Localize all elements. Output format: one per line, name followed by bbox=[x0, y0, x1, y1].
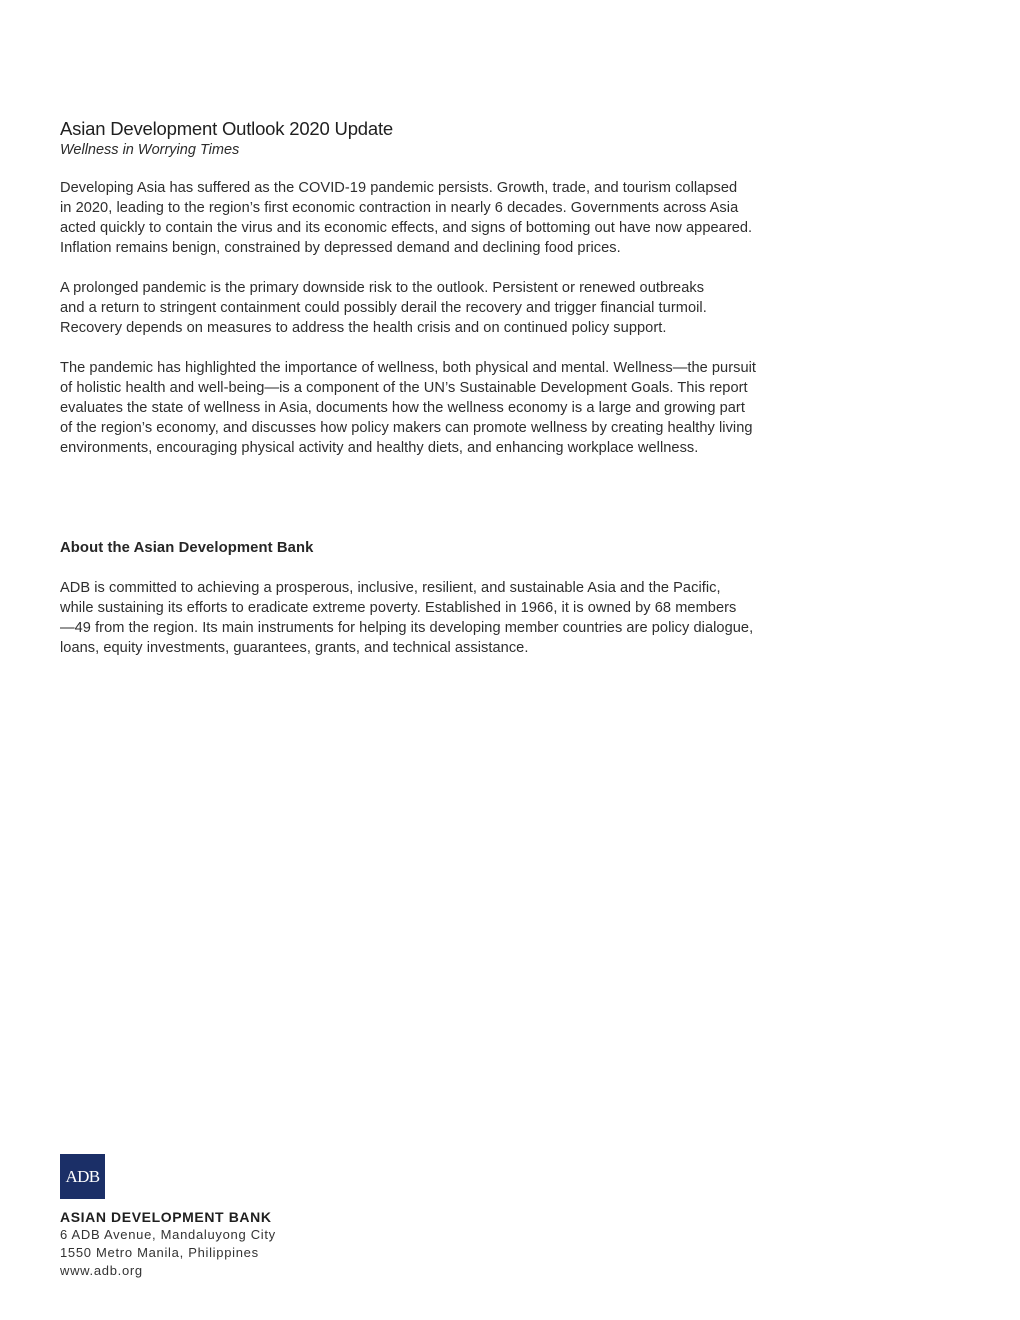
summary-paragraph-1 bbox=[60, 178, 820, 258]
document-title: Asian Development Outlook 2020 Update bbox=[60, 118, 394, 139]
text-line: in 2020, leading to the region’s first economic contraction in nearly 6 decades. Governments across Asia bbox=[60, 200, 739, 216]
address-line-1: 6 ADB Avenue, Mandaluyong City bbox=[60, 1227, 276, 1242]
text-line: environments, encouraging physical activity and healthy diets, and enhancing workplace wellness. bbox=[60, 440, 699, 456]
text-line: and a return to stringent containment could possibly derail the recovery and trigger financial turmoil. bbox=[60, 300, 707, 316]
about-paragraph bbox=[60, 578, 820, 658]
text-line: acted quickly to contain the virus and its economic effects, and signs of bottoming out have now appeared. bbox=[60, 220, 753, 236]
text-line: —49 from the region. Its main instruments for helping its developing member countries are policy dialogue, bbox=[60, 620, 754, 636]
text-line: A prolonged pandemic is the primary downside risk to the outlook. Persistent or renewed outbreaks bbox=[60, 280, 705, 296]
text-line: of the region’s economy, and discusses how policy makers can promote wellness by creating healthy living bbox=[60, 420, 753, 436]
summary-paragraph-3 bbox=[60, 358, 820, 458]
text-line: evaluates the state of wellness in Asia, documents how the wellness economy is a large and growing part bbox=[60, 400, 745, 416]
text-line: of holistic health and well-being—is a component of the UN’s Sustainable Development Goals. This report bbox=[60, 380, 748, 396]
text-line: loans, equity investments, guarantees, grants, and technical assistance. bbox=[60, 640, 529, 656]
text-line: Recovery depends on measures to address the health crisis and on continued policy support. bbox=[60, 320, 667, 336]
document-body bbox=[60, 117, 820, 678]
text-line: while sustaining its efforts to eradicate extreme poverty. Established in 1966, it is owned by 68 members bbox=[60, 600, 737, 616]
text-line: The pandemic has highlighted the importance of wellness, both physical and mental. Wellness—the pursuit bbox=[60, 360, 757, 376]
address-line-2: 1550 Metro Manila, Philippines bbox=[60, 1245, 259, 1260]
adb-logo: ADB bbox=[60, 1154, 105, 1199]
text-line: Developing Asia has suffered as the COVID-19 pandemic persists. Growth, trade, and tourism collapsed bbox=[60, 180, 738, 196]
about-heading: About the Asian Development Bank bbox=[60, 540, 314, 556]
section-spacer bbox=[60, 478, 820, 538]
organization-name: ASIAN DEVELOPMENT BANK bbox=[60, 1209, 272, 1225]
text-line: Inflation remains benign, constrained by depressed demand and declining food prices. bbox=[60, 240, 621, 256]
summary-paragraph-2 bbox=[60, 278, 820, 338]
text-line: ADB is committed to achieving a prosperous, inclusive, resilient, and sustainable Asia and the Pacific, bbox=[60, 580, 721, 596]
publisher-footer bbox=[60, 1154, 380, 1280]
website-link[interactable]: www.adb.org bbox=[60, 1263, 143, 1278]
document-subtitle: Wellness in Worrying Times bbox=[60, 142, 240, 158]
